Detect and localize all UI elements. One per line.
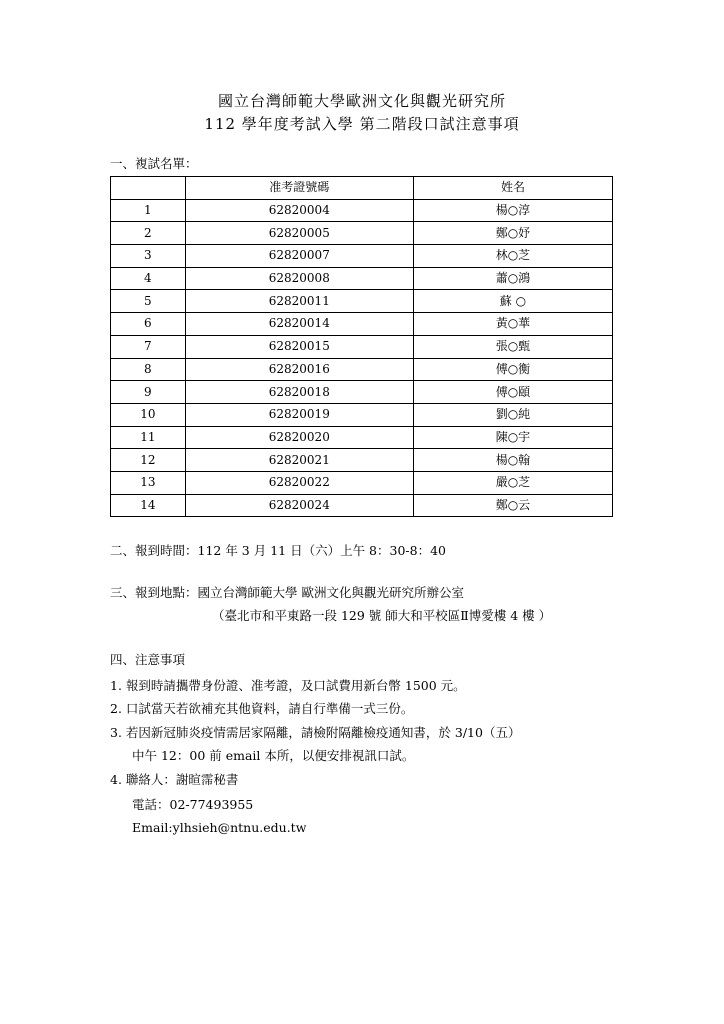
table-row xyxy=(111,335,613,358)
header-name: 姓名 xyxy=(413,177,612,200)
exam-id: 62820018 xyxy=(185,381,413,404)
exam-id: 62820014 xyxy=(185,313,413,336)
table-row xyxy=(111,403,613,426)
table-row xyxy=(111,494,613,517)
row-number: 8 xyxy=(111,358,186,381)
candidate-name: 蕭○鴻 xyxy=(413,267,612,290)
row-number: 5 xyxy=(111,290,186,313)
contact-email[interactable]: Email:ylhsieh@ntnu.edu.tw xyxy=(132,820,307,835)
notice-item-2: 2. 口試當天若欲補充其他資料，請自行準備一式三份。 xyxy=(110,701,414,716)
candidate-name: 鄭○妤 xyxy=(413,222,612,245)
report-address: （臺北市和平東路一段 129 號 師大和平校區Ⅱ博愛樓 4 樓 ） xyxy=(212,608,552,623)
report-location: 三、報到地點：國立台灣師範大學 歐洲文化與觀光研究所辦公室 xyxy=(110,585,464,600)
table-row xyxy=(111,358,613,381)
row-number: 7 xyxy=(111,335,186,358)
table-row xyxy=(111,471,613,494)
candidate-name: 楊○淳 xyxy=(413,199,612,222)
row-number: 10 xyxy=(111,403,186,426)
table-row xyxy=(111,245,613,268)
table-row xyxy=(111,199,613,222)
section4-heading: 四、注意事項 xyxy=(110,652,186,667)
exam-id: 62820020 xyxy=(185,426,413,449)
table-row xyxy=(111,290,613,313)
row-number: 13 xyxy=(111,471,186,494)
candidate-name: 林○芝 xyxy=(413,245,612,268)
candidate-name: 傅○頤 xyxy=(413,381,612,404)
exam-id: 62820004 xyxy=(185,199,413,222)
exam-id: 62820015 xyxy=(185,335,413,358)
row-number: 1 xyxy=(111,199,186,222)
exam-id: 62820016 xyxy=(185,358,413,381)
exam-id: 62820021 xyxy=(185,449,413,472)
header-no xyxy=(111,177,186,200)
row-number: 6 xyxy=(111,313,186,336)
exam-id: 62820022 xyxy=(185,471,413,494)
candidate-name: 嚴○芝 xyxy=(413,471,612,494)
table-row xyxy=(111,381,613,404)
row-number: 4 xyxy=(111,267,186,290)
candidate-name: 鄭○云 xyxy=(413,494,612,517)
table-row xyxy=(111,449,613,472)
table-row xyxy=(111,267,613,290)
exam-id: 62820007 xyxy=(185,245,413,268)
notice-item-1: 1. 報到時請攜帶身份證、准考證，及口試費用新台幣 1500 元。 xyxy=(110,678,466,693)
document-subtitle: 112 學年度考試入學 第二階段口試注意事項 xyxy=(204,115,520,133)
table-row xyxy=(111,426,613,449)
row-number: 14 xyxy=(111,494,186,517)
header-exam-id: 准考證號碼 xyxy=(185,177,413,200)
candidate-name: 陳○宇 xyxy=(413,426,612,449)
candidate-name: 張○甄 xyxy=(413,335,612,358)
table-header-row xyxy=(111,177,613,200)
row-number: 12 xyxy=(111,449,186,472)
exam-id: 62820019 xyxy=(185,403,413,426)
row-number: 11 xyxy=(111,426,186,449)
exam-id: 62820005 xyxy=(185,222,413,245)
candidate-name: 楊○翰 xyxy=(413,449,612,472)
table-row xyxy=(111,222,613,245)
table-row xyxy=(111,313,613,336)
exam-id: 62820011 xyxy=(185,290,413,313)
exam-id: 62820024 xyxy=(185,494,413,517)
row-number: 2 xyxy=(111,222,186,245)
candidate-name: 黃○華 xyxy=(413,313,612,336)
candidate-name: 傅○衡 xyxy=(413,358,612,381)
exam-id: 62820008 xyxy=(185,267,413,290)
roster-table xyxy=(110,176,613,517)
contact-phone: 電話：02-77493955 xyxy=(132,797,254,812)
notice-item-3-cont: 中午 12：00 前 email 本所，以便安排視訊口試。 xyxy=(132,748,415,763)
roster-body xyxy=(111,199,613,517)
candidate-name: 劉○純 xyxy=(413,403,612,426)
section1-heading: 一、複試名單： xyxy=(110,156,198,171)
report-time: 二、報到時間：112 年 3 月 11 日（六）上午 8：30-8：40 xyxy=(110,543,446,558)
notice-item-4: 4. 聯絡人：謝暄霈秘書 xyxy=(110,772,239,787)
row-number: 9 xyxy=(111,381,186,404)
candidate-name: 蘇 ○ xyxy=(413,290,612,313)
notice-item-3: 3. 若因新冠肺炎疫情需居家隔離，請檢附隔離檢疫通知書，於 3/10（五） xyxy=(110,725,521,740)
document-title: 國立台灣師範大學歐洲文化與觀光研究所 xyxy=(217,92,506,110)
row-number: 3 xyxy=(111,245,186,268)
